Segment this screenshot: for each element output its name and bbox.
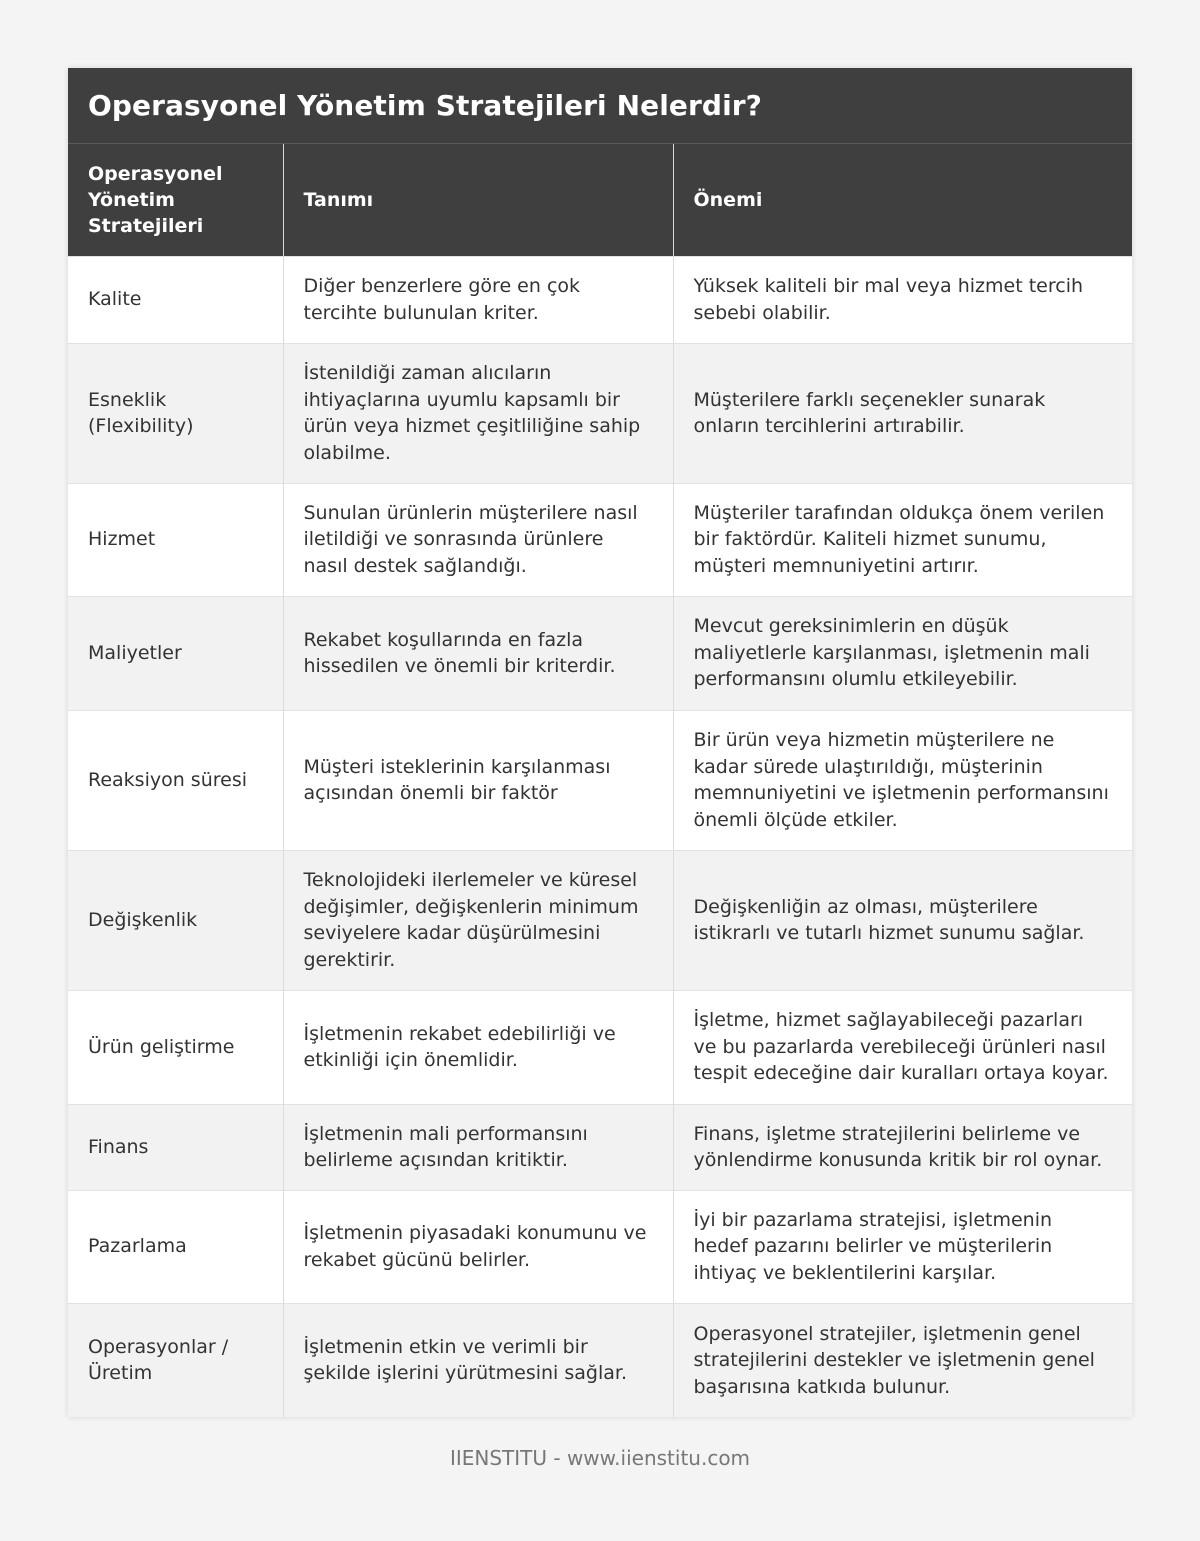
strategies-table [68, 144, 1132, 1417]
strategies-table-card [68, 68, 1132, 1417]
cell-importance: Operasyonel stratejiler, işletmenin genel stratejilerini destekler ve işletmenin genel başarısına katkıda bulunur. [673, 1303, 1132, 1417]
cell-importance: Finans, işletme stratejilerini belirleme ve yönlendirme konusunda kritik bir rol oynar. [673, 1104, 1132, 1190]
table-row [68, 850, 1132, 990]
cell-strategy: Esneklik (Flexibility) [68, 343, 283, 483]
cell-importance: Müşteriler tarafından oldukça önem verilen bir faktördür. Kaliteli hizmet sunumu, müşteri memnuniyetini artırır. [673, 483, 1132, 596]
cell-strategy: Maliyetler [68, 596, 283, 710]
cell-strategy: Pazarlama [68, 1190, 283, 1303]
table-row [68, 596, 1132, 710]
cell-definition: Diğer benzerlere göre en çok tercihte bulunulan kriter. [283, 256, 673, 343]
cell-importance: İşletme, hizmet sağlayabileceği pazarları ve bu pazarlarda verebileceği ürünleri nasıl tespit edeceğine dair kuralları ortaya koyar. [673, 990, 1132, 1104]
cell-definition: Sunulan ürünlerin müşterilere nasıl iletildiği ve sonrasında ürünlere nasıl destek sağlandığı. [283, 483, 673, 596]
table-row [68, 1104, 1132, 1190]
cell-strategy: Kalite [68, 256, 283, 343]
table-row [68, 990, 1132, 1104]
cell-definition: İstenildiği zaman alıcıların ihtiyaçlarına uyumlu kapsamlı bir ürün veya hizmet çeşitliliğine sahip olabilme. [283, 343, 673, 483]
cell-definition: Müşteri isteklerinin karşılanması açısından önemli bir faktör [283, 710, 673, 850]
cell-definition: Teknolojideki ilerlemeler ve küresel değişimler, değişkenlerin minimum seviyelere kadar düşürülmesini gerektirir. [283, 850, 673, 990]
cell-strategy: Reaksiyon süresi [68, 710, 283, 850]
cell-importance: Mevcut gereksinimlerin en düşük maliyetlerle karşılanması, işletmenin mali performansını olumlu etkileyebilir. [673, 596, 1132, 710]
cell-definition: İşletmenin piyasadaki konumunu ve rekabet gücünü belirler. [283, 1190, 673, 1303]
cell-definition: Rekabet koşullarında en fazla hissedilen ve önemli bir kriterdir. [283, 596, 673, 710]
cell-importance: Bir ürün veya hizmetin müşterilere ne kadar sürede ulaştırıldığı, müşterinin memnuniyetini ve işletmenin performansını önemli ölçüde etkiler. [673, 710, 1132, 850]
column-header-importance: Önemi [673, 144, 1132, 256]
table-row [68, 1303, 1132, 1417]
cell-importance: İyi bir pazarlama stratejisi, işletmenin hedef pazarını belirler ve müşterilerin ihtiyaç ve beklentilerini karşılar. [673, 1190, 1132, 1303]
cell-strategy: Ürün geliştirme [68, 990, 283, 1104]
footer-source-link[interactable]: IIENSTITU - www.iienstitu.com [449, 1446, 751, 1470]
table-title: Operasyonel Yönetim Stratejileri Nelerdir? [68, 68, 1132, 144]
cell-definition: İşletmenin rekabet edebilirliği ve etkinliği için önemlidir. [283, 990, 673, 1104]
cell-importance: Değişkenliğin az olması, müşterilere istikrarlı ve tutarlı hizmet sunumu sağlar. [673, 850, 1132, 990]
table-row [68, 483, 1132, 596]
table-row [68, 256, 1132, 343]
cell-strategy: Finans [68, 1104, 283, 1190]
cell-importance: Müşterilere farklı seçenekler sunarak onların tercihlerini artırabilir. [673, 343, 1132, 483]
cell-importance: Yüksek kaliteli bir mal veya hizmet tercih sebebi olabilir. [673, 256, 1132, 343]
column-header-definition: Tanımı [283, 144, 673, 256]
cell-definition: İşletmenin mali performansını belirleme açısından kritiktir. [283, 1104, 673, 1190]
cell-strategy: Hizmet [68, 483, 283, 596]
table-row [68, 710, 1132, 850]
cell-strategy: Değişkenlik [68, 850, 283, 990]
column-header-strategy: Operasyonel Yönetim Stratejileri [68, 144, 283, 256]
cell-strategy: Operasyonlar / Üretim [68, 1303, 283, 1417]
table-row [68, 343, 1132, 483]
cell-definition: İşletmenin etkin ve verimli bir şekilde işlerini yürütmesini sağlar. [283, 1303, 673, 1417]
table-header-row [68, 144, 1132, 256]
table-row [68, 1190, 1132, 1303]
